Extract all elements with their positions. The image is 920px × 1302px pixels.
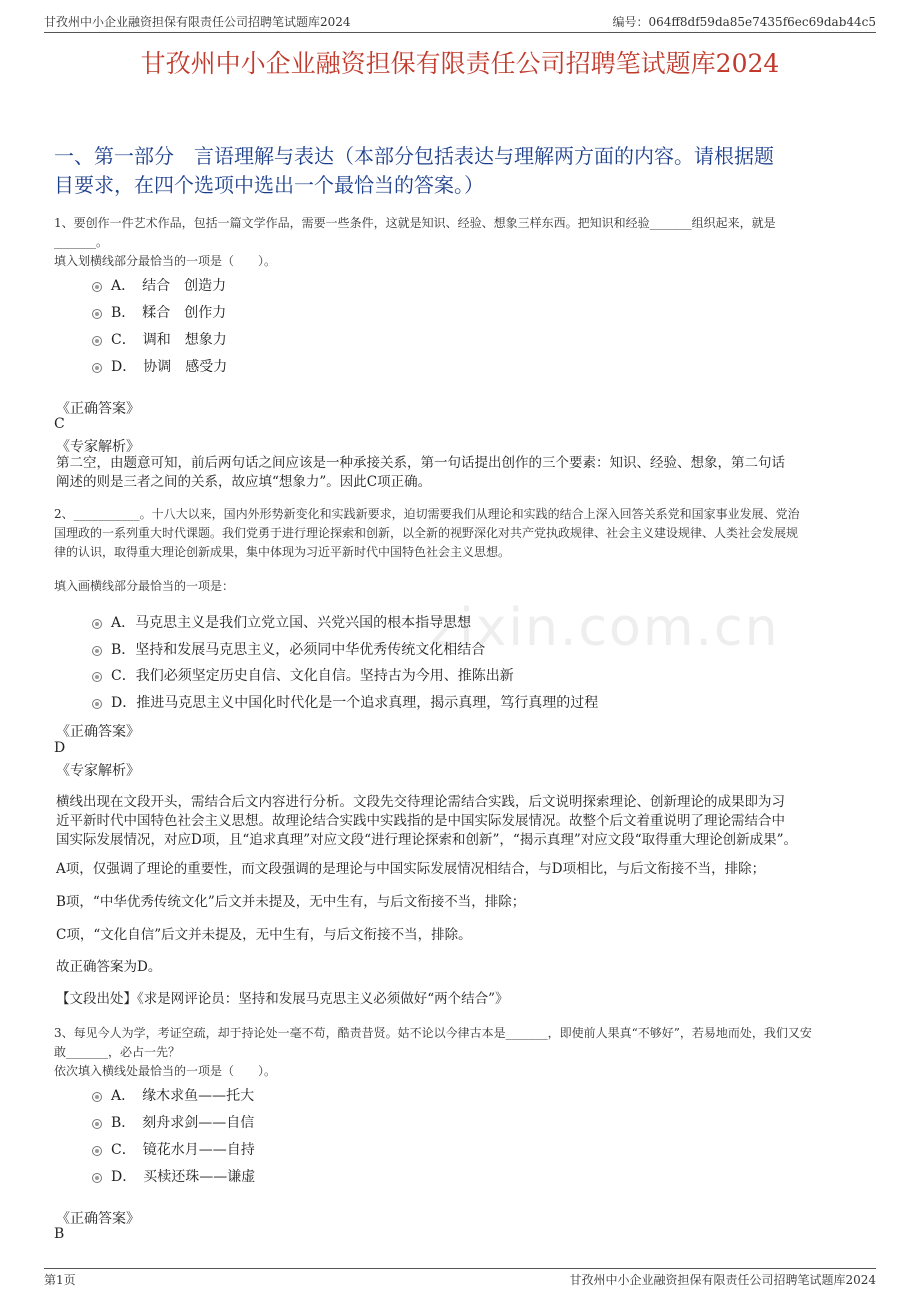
q1-stem-line-2: _______。 [54,235,109,249]
q2-stem-line-2: 国理政的一系列重大时代课题。我们党勇于进行理论探索和创新，以全新的视野深化对共产党执政规律、社会主义建设规律、人类社会发展规 [54,526,799,540]
watermark: zixin.com.cn [430,598,780,658]
radio-icon[interactable] [92,363,102,373]
q1-option-b[interactable] [92,302,226,322]
header-left-title: 甘孜州中小企业融资担保有限责任公司招聘笔试题库2024 [44,15,351,29]
radio-icon[interactable] [92,672,102,682]
radio-icon[interactable] [92,1119,102,1129]
section-heading-line-2: 目要求，在四个选项中选出一个最恰当的答案。） [54,173,484,197]
q2-stem-line-3: 律的认识，取得重大理论创新成果，集中体现为习近平新时代中国特色社会主义思想。 [54,545,511,559]
q2-stem-line-1: 2、___________。十八大以来，国内外形势新变化和实践新要求，迫切需要我们从理论和实践的结合上深入回答关系党和国家事业发展、党治 [54,507,800,521]
q3-stem-line-2: 敢_______，必占一先？ [54,1045,181,1059]
q1-prompt: 填入划横线部分最恰当的一项是（ ）。 [54,254,277,268]
q2-option-b[interactable] [92,639,485,659]
radio-icon[interactable] [92,1173,102,1183]
page-number: 第1页 [44,1273,76,1287]
q2-analysis-paragraph-3: B项，“中华优秀传统文化”后文并未提及，无中生有，与后文衔接不当，排除； [56,894,526,910]
q2-option-c[interactable] [92,665,514,685]
q3-option-c[interactable] [92,1139,255,1159]
q2-analysis-p1-line-3: 国实际发展情况，对应D项，且“追求真理”对应文段“进行理论探索和创新”，“揭示真理”对应文段“取得重大理论创新成果”。 [56,832,798,848]
q2-answer: D [54,740,66,756]
radio-icon[interactable] [92,1146,102,1156]
q1-stem-line-1: 1、要创作一件艺术作品，包括一篇文学作品，需要一些条件，这就是知识、经验、想象三样东西。把知识和经验_______组织起来，就是 [54,216,776,230]
q2-answer-label: 《正确答案》 [56,724,140,740]
q1-option-c[interactable] [92,329,227,349]
q1-analysis [56,454,864,492]
q3-answer: B [54,1226,65,1242]
q3-option-a[interactable] [92,1085,254,1105]
q3-option-d[interactable] [92,1166,255,1186]
q3-prompt: 依次填入横线处最恰当的一项是（ ）。 [54,1064,277,1078]
header-doc-id: 编号：064ff8df59da85e7435f6ec69dab44c5 [612,15,876,29]
q1-analysis-line-1: 第二空，由题意可知，前后两句话之间应该是一种承接关系，第一句话提出创作的三个要素：知识、经验、想象，第二句话 [56,455,785,471]
q2-analysis-p1-line-1: 横线出现在文段开头，需结合后文内容进行分析。文段先交待理论需结合实践，后文说明探索理论、创新理论的成果即为习 [56,794,785,810]
q2-analysis-label: 《专家解析》 [56,763,140,779]
section-heading-line-1: 一、第一部分 言语理解与表达（本部分包括表达与理解两方面的内容。请根据题 [54,144,774,168]
q1-analysis-line-2: 阐述的则是三者之间的关系，故应填“想象力”。因此C项正确。 [56,474,432,490]
q1-option-c-label: C． 调和 想象力 [111,332,227,348]
radio-icon[interactable] [92,619,102,629]
q2-source: 【文段出处】《求是网评论员：坚持和发展马克思主义必须做好“两个结合”》 [56,991,509,1007]
header-divider [44,32,876,33]
radio-icon[interactable] [92,699,102,709]
q2-analysis-paragraph-4: C项，“文化自信”后文并未提及，无中生有，与后文衔接不当，排除。 [56,927,472,943]
q3-option-d-label: D． 买椟还珠——谦虚 [111,1169,256,1185]
q2-analysis-paragraph-2: A项，仅强调了理论的重要性，而文段强调的是理论与中国实际发展情况相结合，与D项相比，与后文衔接不当，排除； [56,861,766,877]
q2-option-a[interactable] [92,612,471,632]
q1-option-a-label: A． 结合 创造力 [111,278,227,294]
q3-option-c-label: C． 镜花水月——自持 [111,1142,255,1158]
section-heading [54,142,874,200]
q1-option-d-label: D． 协调 感受力 [111,359,228,375]
q2-option-b-label: B．坚持和发展马克思主义，必须同中华优秀传统文化相结合 [111,642,486,658]
q2-option-a-label: A．马克思主义是我们立党立国、兴党兴国的根本指导思想 [111,615,472,631]
q2-analysis-paragraph-1 [56,793,864,850]
q1-option-d[interactable] [92,356,227,376]
footer-title: 甘孜州中小企业融资担保有限责任公司招聘笔试题库2024 [569,1273,876,1287]
q1-analysis-label: 《专家解析》 [56,439,140,455]
q2-analysis-paragraph-5: 故正确答案为D。 [56,959,162,975]
q3-stem-line-1: 3、每见今人为学，考证空疏，却于持论处一毫不苟，酷责昔贤。姑不论以今律古本是_______，即使前人果真“不够好”，若易地而处，我们又安 [54,1026,812,1040]
q3-option-b[interactable] [92,1112,254,1132]
q3-answer-label: 《正确答案》 [56,1211,140,1227]
radio-icon[interactable] [92,646,102,656]
radio-icon[interactable] [92,309,102,319]
radio-icon[interactable] [92,1092,102,1102]
q2-option-c-label: C．我们必须坚定历史自信、文化自信。坚持古为今用、推陈出新 [111,668,514,684]
radio-icon[interactable] [92,336,102,346]
page-title: 甘孜州中小企业融资担保有限责任公司招聘笔试题库2024 [140,49,780,78]
q2-analysis-p1-line-2: 近平新时代中国特色社会主义思想。故理论结合实践中实践指的是中国实际发展情况。故整个后文着重说明了理论需结合中 [56,813,785,829]
q1-option-a[interactable] [92,275,226,295]
footer-divider [44,1268,876,1269]
q1-answer-label: 《正确答案》 [56,401,140,417]
q2-prompt: 填入画横线部分最恰当的一项是： [54,579,235,593]
q3-option-b-label: B． 刻舟求剑——自信 [111,1115,255,1131]
q1-answer: C [54,416,65,432]
q2-option-d-label: D．推进马克思主义中国化时代化是一个追求真理，揭示真理，笃行真理的过程 [111,695,599,711]
q1-option-b-label: B． 糅合 创作力 [111,305,227,321]
q3-option-a-label: A． 缘木求鱼——托大 [111,1088,255,1104]
q2-option-d[interactable] [92,692,598,712]
radio-icon[interactable] [92,282,102,292]
